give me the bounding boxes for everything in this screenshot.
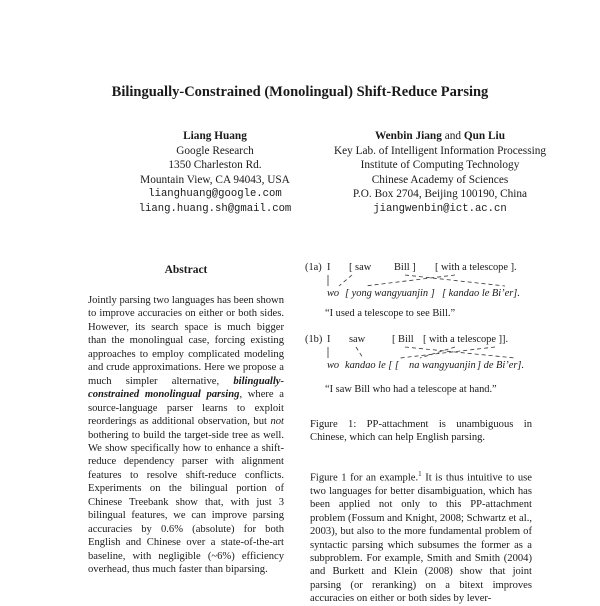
figure-1b [305,334,545,404]
chinese-word: [ kandao le Bi’er]. [442,288,520,299]
example-label: (1a) [305,262,322,273]
affiliation-line: Chinese Academy of Sciences [371,173,509,186]
english-word: I [327,334,331,345]
footnote-marker[interactable]: 1 [418,470,422,478]
affiliation-line: Key Lab. of Intelligent Information Processing [333,144,547,157]
abstract-text [88,294,284,577]
body-text: It is thus intuitive to use two languages for better disambiguation, which has been applied not only to this PP-attachment problem (Fossum and Knight, 2008; Schwartz et al., 2003), but also to the more fundamental problem of syntactic parsing which subsumes the former as a subproblem. For example, Smith and Smith (2004) and Burkett and Klein (2008) show that joint parsing (or reranking) on a bitext improves accuracies on either or both sides by lever- [310,472,532,605]
abstract-section [88,264,284,577]
affiliation-line: Google Research [176,144,254,157]
author-name: Qun Liu [463,130,505,142]
translation-gloss: “I saw Bill who had a telescope at hand.” [325,384,497,395]
english-word: saw [349,334,366,345]
translation-gloss: “I used a telescope to see Bill.” [325,308,456,319]
abstract-heading: Abstract [164,264,208,276]
body-paragraph [310,468,532,606]
abstract-text-part: Jointly parsing two languages has been shown to improve accuracies on either or both sides. However, its search space is much bigger than the monolingual case, forcing existing approaches to employ complicated modeling and crude approximations. Here we propose a much simpler alternative, [88,295,284,387]
paper-title: Bilingually-Constrained (Monolingual) Shift-Reduce Parsing [111,84,489,100]
author-email: lianghuang@google.com [148,188,282,201]
affiliation-line: P.O. Box 2704, Beijing 100190, China [352,188,528,201]
author-block-right [290,129,590,217]
english-word: [ with a telescope ]. [435,262,517,273]
english-word: Bill ] [394,262,416,273]
author-name: Liang Huang [183,130,247,142]
english-word: [ with a telescope ]]. [423,334,509,345]
chinese-word: ] de Bi’er]. [477,360,525,371]
affiliation-line: Institute of Computing Technology [360,159,520,172]
abstract-text-part: , where a source-language parser learns to exploit reorderings as additional observation, but [88,389,284,428]
english-word: I [327,262,331,273]
author-conjunction: and [444,130,462,142]
chinese-word: kandao le [ [ [345,360,399,371]
body-text-lead: Figure 1 for an example. [310,472,419,484]
chinese-word: wo [327,288,340,299]
chinese-word: [ yong wangyuanjin ] [345,288,435,299]
chinese-word: wo [327,360,340,371]
example-label: (1b) [305,334,323,345]
chinese-word: na wangyuanjin [409,360,476,371]
affiliation-line: 1350 Charleston Rd. [168,159,262,172]
abstract-emphasis: bilingually-constrained monolingual parsing [88,375,284,401]
figure-1a [305,262,545,322]
author-email: jiangwenbin@ict.ac.cn [373,202,507,215]
english-word: [ Bill [392,334,414,345]
abstract-emphasis: not [270,416,284,428]
author-name: Wenbin Jiang [375,130,442,142]
english-word: [ saw [349,262,372,273]
abstract-text-part: bothering to build the target-side tree as well. We show specifically how to enhance a shift-reduce dependency parser with alignment features to resolve shift-reduce conflicts. Experiments on the bilingual portion of Chinese Treebank show that, with just 3 bilingual features, we can improve parsing accuracies by 0.6% (absolute) for both English and Chinese over a state-of-the-art baseline, with negligible (~6%) efficiency overhead, thus much faster than biparsing. [88,429,284,576]
author-email: liang.huang.sh@gmail.com [138,202,292,215]
figure-caption: Figure 1: PP-attachment is unambiguous in Chinese, which can help English parsing. [310,419,532,444]
affiliation-line: Mountain View, CA 94043, USA [140,173,290,186]
